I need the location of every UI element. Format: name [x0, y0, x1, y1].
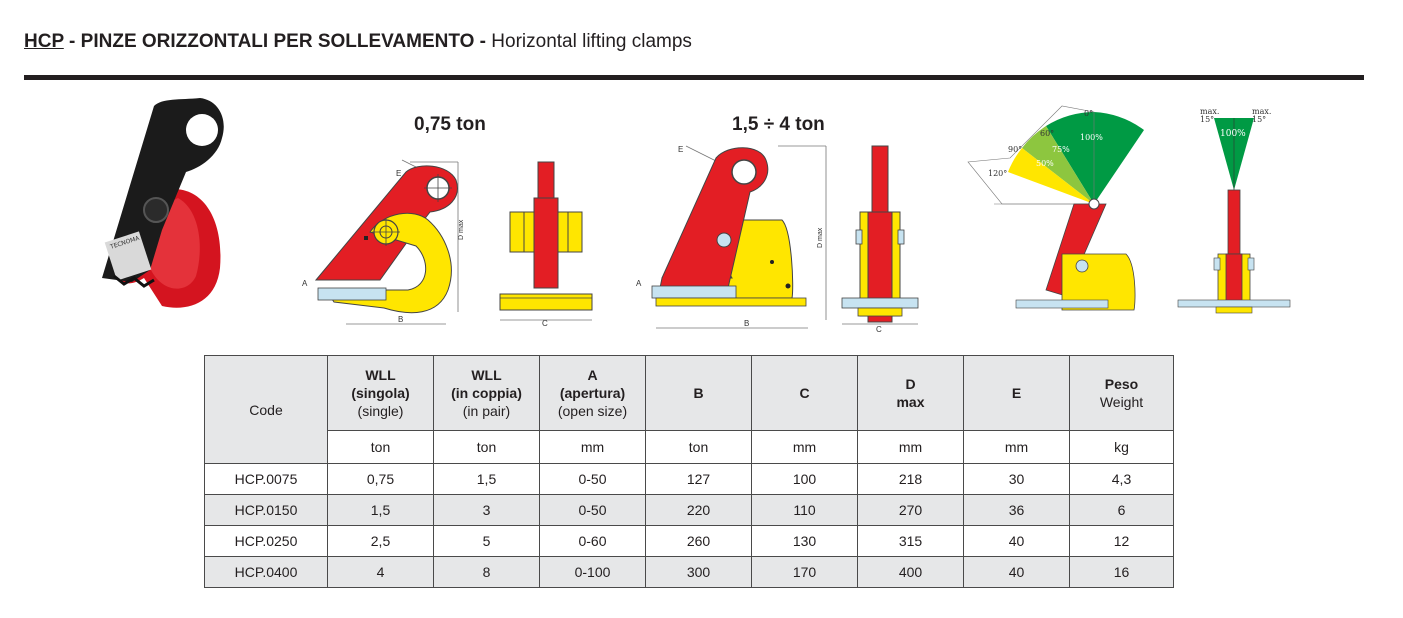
table-cell: 16: [1070, 557, 1174, 588]
photo-brand-text: TECNOMA: [109, 234, 141, 251]
front-angle-diagram: [1176, 104, 1292, 316]
dim-dmax-label: D max: [817, 227, 824, 248]
table-header-row: [205, 356, 1174, 431]
table-cell: 40: [964, 526, 1070, 557]
table-row: [205, 557, 1174, 588]
table-cell: 127: [646, 464, 752, 495]
table-cell: 0-60: [540, 526, 646, 557]
table-cell: 400: [858, 557, 964, 588]
small-clamp-front-drawing: [496, 158, 596, 330]
load-100-label: 100%: [1080, 133, 1103, 142]
table-row: [205, 526, 1174, 557]
front-load-100-label: 100%: [1220, 129, 1246, 139]
header-c: C: [752, 356, 858, 431]
spec-table: [204, 355, 1174, 588]
table-cell: 315: [858, 526, 964, 557]
front-max-left: max.: [1200, 107, 1220, 116]
front-max-right: max.: [1252, 107, 1272, 116]
large-clamp-label: 1,5 ÷ 4 ton: [732, 114, 825, 135]
angle-0-label: 0°: [1084, 109, 1094, 118]
table-cell: HCP.0075: [205, 464, 328, 495]
dim-e-label: E: [396, 169, 402, 178]
header-weight: Peso Weight: [1070, 356, 1174, 431]
unit-cell: mm: [540, 431, 646, 464]
dim-e-label: E: [678, 145, 684, 154]
front-deg-right: 15°: [1252, 115, 1267, 124]
unit-cell: ton: [328, 431, 434, 464]
unit-cell: mm: [752, 431, 858, 464]
angle-90-label: 90°: [1008, 145, 1023, 154]
title-separator: -: [474, 31, 492, 52]
dim-c-label: C: [876, 325, 882, 334]
table-cell: 6: [1070, 495, 1174, 526]
angle-120-label: 120°: [988, 169, 1008, 178]
table-row: [205, 464, 1174, 495]
load-75-label: 75%: [1052, 145, 1070, 154]
unit-cell: ton: [646, 431, 752, 464]
table-cell: 8: [434, 557, 540, 588]
dim-a-label: A: [636, 279, 642, 288]
title-divider: [24, 75, 1364, 80]
table-cell: 4,3: [1070, 464, 1174, 495]
table-cell: 270: [858, 495, 964, 526]
dim-b-label: B: [744, 319, 750, 328]
table-cell: 300: [646, 557, 752, 588]
angle-60-label: 60°: [1040, 129, 1055, 138]
title-code: HCP: [24, 31, 64, 52]
dim-c-label: C: [542, 319, 548, 328]
header-wll-pair: WLL (in coppia) (in pair): [434, 356, 540, 431]
header-b: B: [646, 356, 752, 431]
dim-dmax-label: D max: [458, 219, 465, 240]
table-cell: 0-100: [540, 557, 646, 588]
table-cell: 100: [752, 464, 858, 495]
header-wll-single: WLL (singola) (single): [328, 356, 434, 431]
small-clamp-label: 0,75 ton: [414, 114, 486, 135]
table-cell: 5: [434, 526, 540, 557]
unit-cell: mm: [858, 431, 964, 464]
angle-load-diagram: [966, 100, 1144, 316]
load-50-label: 50%: [1036, 159, 1054, 168]
title-italian: PINZE ORIZZONTALI PER SOLLEVAMENTO: [80, 31, 475, 52]
table-units-row: [205, 431, 1174, 464]
table-cell: 0,75: [328, 464, 434, 495]
table-cell: 12: [1070, 526, 1174, 557]
table-cell: 30: [964, 464, 1070, 495]
title-separator: -: [63, 31, 81, 52]
table-cell: 1,5: [434, 464, 540, 495]
table-cell: 0-50: [540, 464, 646, 495]
unit-cell: mm: [964, 431, 1070, 464]
table-cell: 170: [752, 557, 858, 588]
large-clamp-front-drawing: [838, 144, 922, 334]
table-row: [205, 495, 1174, 526]
table-cell: HCP.0150: [205, 495, 328, 526]
small-clamp-side-drawing: [298, 150, 478, 330]
title-english: Horizontal lifting clamps: [491, 31, 692, 52]
table-cell: 260: [646, 526, 752, 557]
table-cell: 0-50: [540, 495, 646, 526]
table-cell: 3: [434, 495, 540, 526]
table-cell: 130: [752, 526, 858, 557]
header-code: Code: [205, 356, 328, 464]
header-d: D max: [858, 356, 964, 431]
large-clamp-side-drawing: [632, 138, 832, 334]
unit-cell: ton: [434, 431, 540, 464]
table-cell: 220: [646, 495, 752, 526]
table-cell: 1,5: [328, 495, 434, 526]
unit-cell: kg: [1070, 431, 1174, 464]
front-deg-left: 15°: [1200, 115, 1215, 124]
table-cell: 36: [964, 495, 1070, 526]
table-cell: HCP.0250: [205, 526, 328, 557]
table-cell: 218: [858, 464, 964, 495]
clamp-photo: [92, 98, 232, 318]
table-cell: 4: [328, 557, 434, 588]
table-cell: 2,5: [328, 526, 434, 557]
dim-a-label: A: [302, 279, 308, 288]
header-a: A (apertura) (open size): [540, 356, 646, 431]
header-e: E: [964, 356, 1070, 431]
dim-b-label: B: [398, 315, 404, 324]
table-cell: 110: [752, 495, 858, 526]
page-title: [24, 31, 692, 53]
table-cell: 40: [964, 557, 1070, 588]
table-cell: HCP.0400: [205, 557, 328, 588]
